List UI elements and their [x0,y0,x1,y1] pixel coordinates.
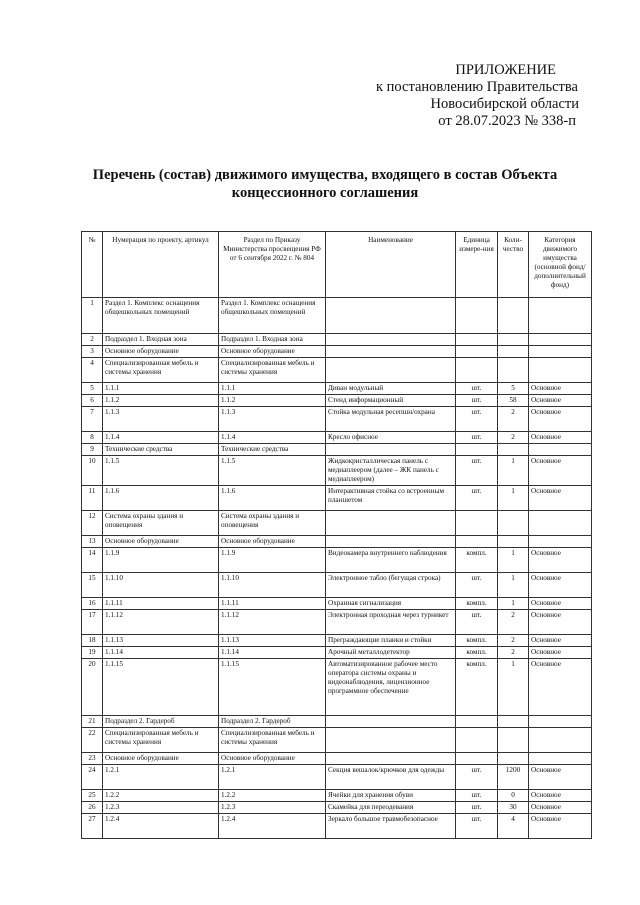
row-number: 19 [82,647,103,659]
row-section: 1.1.12 [219,610,326,635]
row-section: Подраздел 1. Входная зона [219,334,326,346]
table-row [82,536,592,548]
row-category [529,334,592,346]
table-row [82,598,592,610]
row-name [326,511,456,536]
table-row [82,383,592,395]
row-quantity [498,728,529,753]
row-article: 1.2.4 [103,814,219,839]
row-quantity: 1 [498,548,529,573]
row-unit: шт. [456,456,498,486]
row-name [326,358,456,383]
row-section: 1.2.1 [219,765,326,790]
row-quantity: 2 [498,610,529,635]
row-category: Основное [529,598,592,610]
table-row [82,753,592,765]
col-header-number: № [82,232,103,298]
row-name: Стенд информационный [326,395,456,407]
row-number: 21 [82,716,103,728]
row-article: 1.1.4 [103,432,219,444]
row-unit: компл. [456,659,498,716]
row-quantity: 1 [498,573,529,598]
row-category: Основное [529,456,592,486]
row-quantity [498,358,529,383]
row-quantity [498,346,529,358]
row-section: 1.1.13 [219,635,326,647]
row-section: 1.1.6 [219,486,326,511]
row-number: 26 [82,802,103,814]
row-name: Автоматизированное рабочее место оператора системы охраны и видеонаблюдения, лицензионное программное обеспечение [326,659,456,716]
row-number: 14 [82,548,103,573]
table-row [82,635,592,647]
row-section: 1.1.11 [219,598,326,610]
document-title-line2: концессионного соглашения [231,185,419,201]
row-name [326,334,456,346]
row-unit [456,346,498,358]
row-section: 1.1.15 [219,659,326,716]
row-name: Скамейка для переодевания [326,802,456,814]
row-article: 1.1.12 [103,610,219,635]
row-quantity: 2 [498,407,529,432]
property-table [81,231,592,839]
row-name: Охранная сигнализация [326,598,456,610]
table-row [82,395,592,407]
row-name [326,536,456,548]
row-number: 20 [82,659,103,716]
row-article: 1.1.11 [103,598,219,610]
row-name: Секция вешалок/крючков для одежды [326,765,456,790]
row-number: 7 [82,407,103,432]
row-number: 13 [82,536,103,548]
row-article: Система охраны здания и оповещения [103,511,219,536]
table-row [82,814,592,839]
row-article: 1.1.15 [103,659,219,716]
row-quantity: 4 [498,814,529,839]
row-quantity: 1200 [498,765,529,790]
row-quantity [498,753,529,765]
row-article: Специализированная мебель и системы хранения [103,358,219,383]
row-quantity [498,444,529,456]
row-name [326,346,456,358]
row-article: 1.1.10 [103,573,219,598]
row-category: Основное [529,407,592,432]
row-unit: шт. [456,814,498,839]
row-number: 9 [82,444,103,456]
row-quantity: 30 [498,802,529,814]
row-number: 1 [82,298,103,334]
row-unit: шт. [456,486,498,511]
appendix-label: ПРИЛОЖЕНИЕ [455,62,556,78]
row-name [326,298,456,334]
row-unit [456,753,498,765]
row-section: Специализированная мебель и системы хранения [219,728,326,753]
row-quantity: 58 [498,395,529,407]
table-row [82,486,592,511]
row-name: Диван модульный [326,383,456,395]
row-article: Специализированная мебель и системы хранения [103,728,219,753]
table-row [82,456,592,486]
row-article: 1.1.2 [103,395,219,407]
row-number: 10 [82,456,103,486]
row-quantity: 2 [498,635,529,647]
row-number: 11 [82,486,103,511]
table-row [82,728,592,753]
row-category: Основное [529,383,592,395]
row-article: 1.2.2 [103,790,219,802]
row-quantity [498,511,529,536]
row-section: 1.1.14 [219,647,326,659]
row-article: Подраздел 1. Входная зона [103,334,219,346]
row-name: Арочный металлодетектор [326,647,456,659]
row-quantity: 2 [498,647,529,659]
table-row [82,765,592,790]
row-category: Основное [529,814,592,839]
row-section: Раздел 1. Комплекс оснащения общешкольных помещений [219,298,326,334]
row-number: 18 [82,635,103,647]
row-article: 1.1.14 [103,647,219,659]
row-category [529,728,592,753]
row-category [529,716,592,728]
row-number: 16 [82,598,103,610]
document-title-line1: Перечень (состав) движимого имущества, входящего в состав Объекта [92,167,558,183]
row-article: 1.1.9 [103,548,219,573]
col-header-category: Категория движимого имущества (основной фонд/ дополнительный фонд) [529,232,592,298]
table-row [82,334,592,346]
row-article: Подраздел 2. Гардероб [103,716,219,728]
row-unit [456,358,498,383]
row-category: Основное [529,802,592,814]
row-category [529,753,592,765]
row-number: 27 [82,814,103,839]
table-row [82,659,592,716]
row-article: 1.1.5 [103,456,219,486]
table-row [82,432,592,444]
row-unit: шт. [456,765,498,790]
row-name: Стойка модульная ресепшн/охрана [326,407,456,432]
row-category: Основное [529,548,592,573]
row-quantity [498,536,529,548]
row-category: Основное [529,395,592,407]
row-quantity: 1 [498,598,529,610]
row-section: Основное оборудование [219,346,326,358]
row-name [326,728,456,753]
row-category: Основное [529,659,592,716]
row-unit: шт. [456,802,498,814]
row-unit: шт. [456,395,498,407]
row-category [529,536,592,548]
row-category [529,298,592,334]
row-unit [456,444,498,456]
row-quantity: 1 [498,486,529,511]
row-name: Интерактивная стойка со встроенным планшетом [326,486,456,511]
row-number: 6 [82,395,103,407]
row-article: Технические средства [103,444,219,456]
row-name: Ячейки для хранения обуви [326,790,456,802]
row-unit [456,536,498,548]
row-article: Основное оборудование [103,753,219,765]
col-header-quantity: Коли-чество [498,232,529,298]
row-number: 2 [82,334,103,346]
row-unit: шт. [456,432,498,444]
row-unit [456,511,498,536]
row-number: 25 [82,790,103,802]
row-quantity: 2 [498,432,529,444]
row-unit: компл. [456,647,498,659]
row-number: 3 [82,346,103,358]
appendix-date-number: от 28.07.2023 № 338-п [438,113,576,129]
row-quantity: 0 [498,790,529,802]
row-category: Основное [529,647,592,659]
row-article: 1.1.1 [103,383,219,395]
row-section: 1.1.10 [219,573,326,598]
row-section: 1.1.3 [219,407,326,432]
row-name: Видеокамера внутреннего наблюдения [326,548,456,573]
col-header-section: Раздел по Приказу Министерства просвещения РФ от 6 сентября 2022 г. № 804 [219,232,326,298]
row-section: 1.2.3 [219,802,326,814]
row-unit: компл. [456,635,498,647]
row-section: 1.1.5 [219,456,326,486]
table-row [82,358,592,383]
row-unit [456,728,498,753]
table-row [82,444,592,456]
row-name: Жидкокристаллическая панель с медиаплеером (далее – ЖК панель с медиаплеером) [326,456,456,486]
row-unit: шт. [456,407,498,432]
row-category [529,444,592,456]
table-row [82,802,592,814]
table-row [82,716,592,728]
row-category: Основное [529,765,592,790]
table-header-row [82,232,592,298]
row-section: Специализированная мебель и системы хранения [219,358,326,383]
row-number: 22 [82,728,103,753]
row-quantity: 1 [498,456,529,486]
row-name: Электронное табло (бегущая строка) [326,573,456,598]
row-article: 1.2.1 [103,765,219,790]
table-row [82,647,592,659]
row-quantity [498,716,529,728]
row-quantity: 1 [498,659,529,716]
row-unit: компл. [456,598,498,610]
table-row [82,346,592,358]
row-section: Основное оборудование [219,753,326,765]
row-unit: шт. [456,790,498,802]
table-row [82,573,592,598]
row-section: 1.1.9 [219,548,326,573]
row-article: Раздел 1. Комплекс оснащения общешкольных помещений [103,298,219,334]
row-category: Основное [529,486,592,511]
row-name: Зеркало большое травмобезопасное [326,814,456,839]
row-category [529,358,592,383]
row-name [326,716,456,728]
row-unit: шт. [456,610,498,635]
row-section: Технические средства [219,444,326,456]
appendix-decree-line: к постановлению Правительства [376,79,578,95]
row-number: 24 [82,765,103,790]
row-category: Основное [529,635,592,647]
table-row [82,511,592,536]
row-category: Основное [529,573,592,598]
table-row [82,790,592,802]
row-quantity [498,298,529,334]
table-body [82,298,592,839]
row-section: 1.2.4 [219,814,326,839]
row-article: 1.2.3 [103,802,219,814]
document-title [70,166,580,202]
row-unit [456,334,498,346]
col-header-name: Наименование [326,232,456,298]
row-section: 1.2.2 [219,790,326,802]
row-section: Система охраны здания и оповещения [219,511,326,536]
row-category [529,511,592,536]
row-section: Подраздел 2. Гардероб [219,716,326,728]
table-row [82,298,592,334]
appendix-header [0,62,640,132]
row-name: Кресло офисное [326,432,456,444]
col-header-unit: Единица измере-ния [456,232,498,298]
appendix-region-line: Новосибирской области [430,96,579,112]
row-section: 1.1.4 [219,432,326,444]
row-article: 1.1.3 [103,407,219,432]
row-category: Основное [529,790,592,802]
row-quantity [498,334,529,346]
col-header-article: Нумерация по проекту, артикул [103,232,219,298]
row-unit [456,716,498,728]
row-article: Основное оборудование [103,536,219,548]
row-number: 5 [82,383,103,395]
table-row [82,610,592,635]
row-number: 4 [82,358,103,383]
row-article: Основное оборудование [103,346,219,358]
row-number: 15 [82,573,103,598]
row-article: 1.1.6 [103,486,219,511]
table-row [82,407,592,432]
row-number: 17 [82,610,103,635]
row-number: 23 [82,753,103,765]
row-unit: шт. [456,573,498,598]
row-quantity: 5 [498,383,529,395]
row-category: Основное [529,432,592,444]
row-unit: шт. [456,383,498,395]
row-article: 1.1.13 [103,635,219,647]
row-section: 1.1.1 [219,383,326,395]
row-category [529,346,592,358]
row-number: 8 [82,432,103,444]
row-section: 1.1.2 [219,395,326,407]
row-name [326,753,456,765]
row-category: Основное [529,610,592,635]
row-unit [456,298,498,334]
row-unit: компл. [456,548,498,573]
row-name: Преграждающие планки и стойки [326,635,456,647]
row-number: 12 [82,511,103,536]
table-row [82,548,592,573]
row-name [326,444,456,456]
row-section: Основное оборудование [219,536,326,548]
row-name: Электронная проходная через турникет [326,610,456,635]
